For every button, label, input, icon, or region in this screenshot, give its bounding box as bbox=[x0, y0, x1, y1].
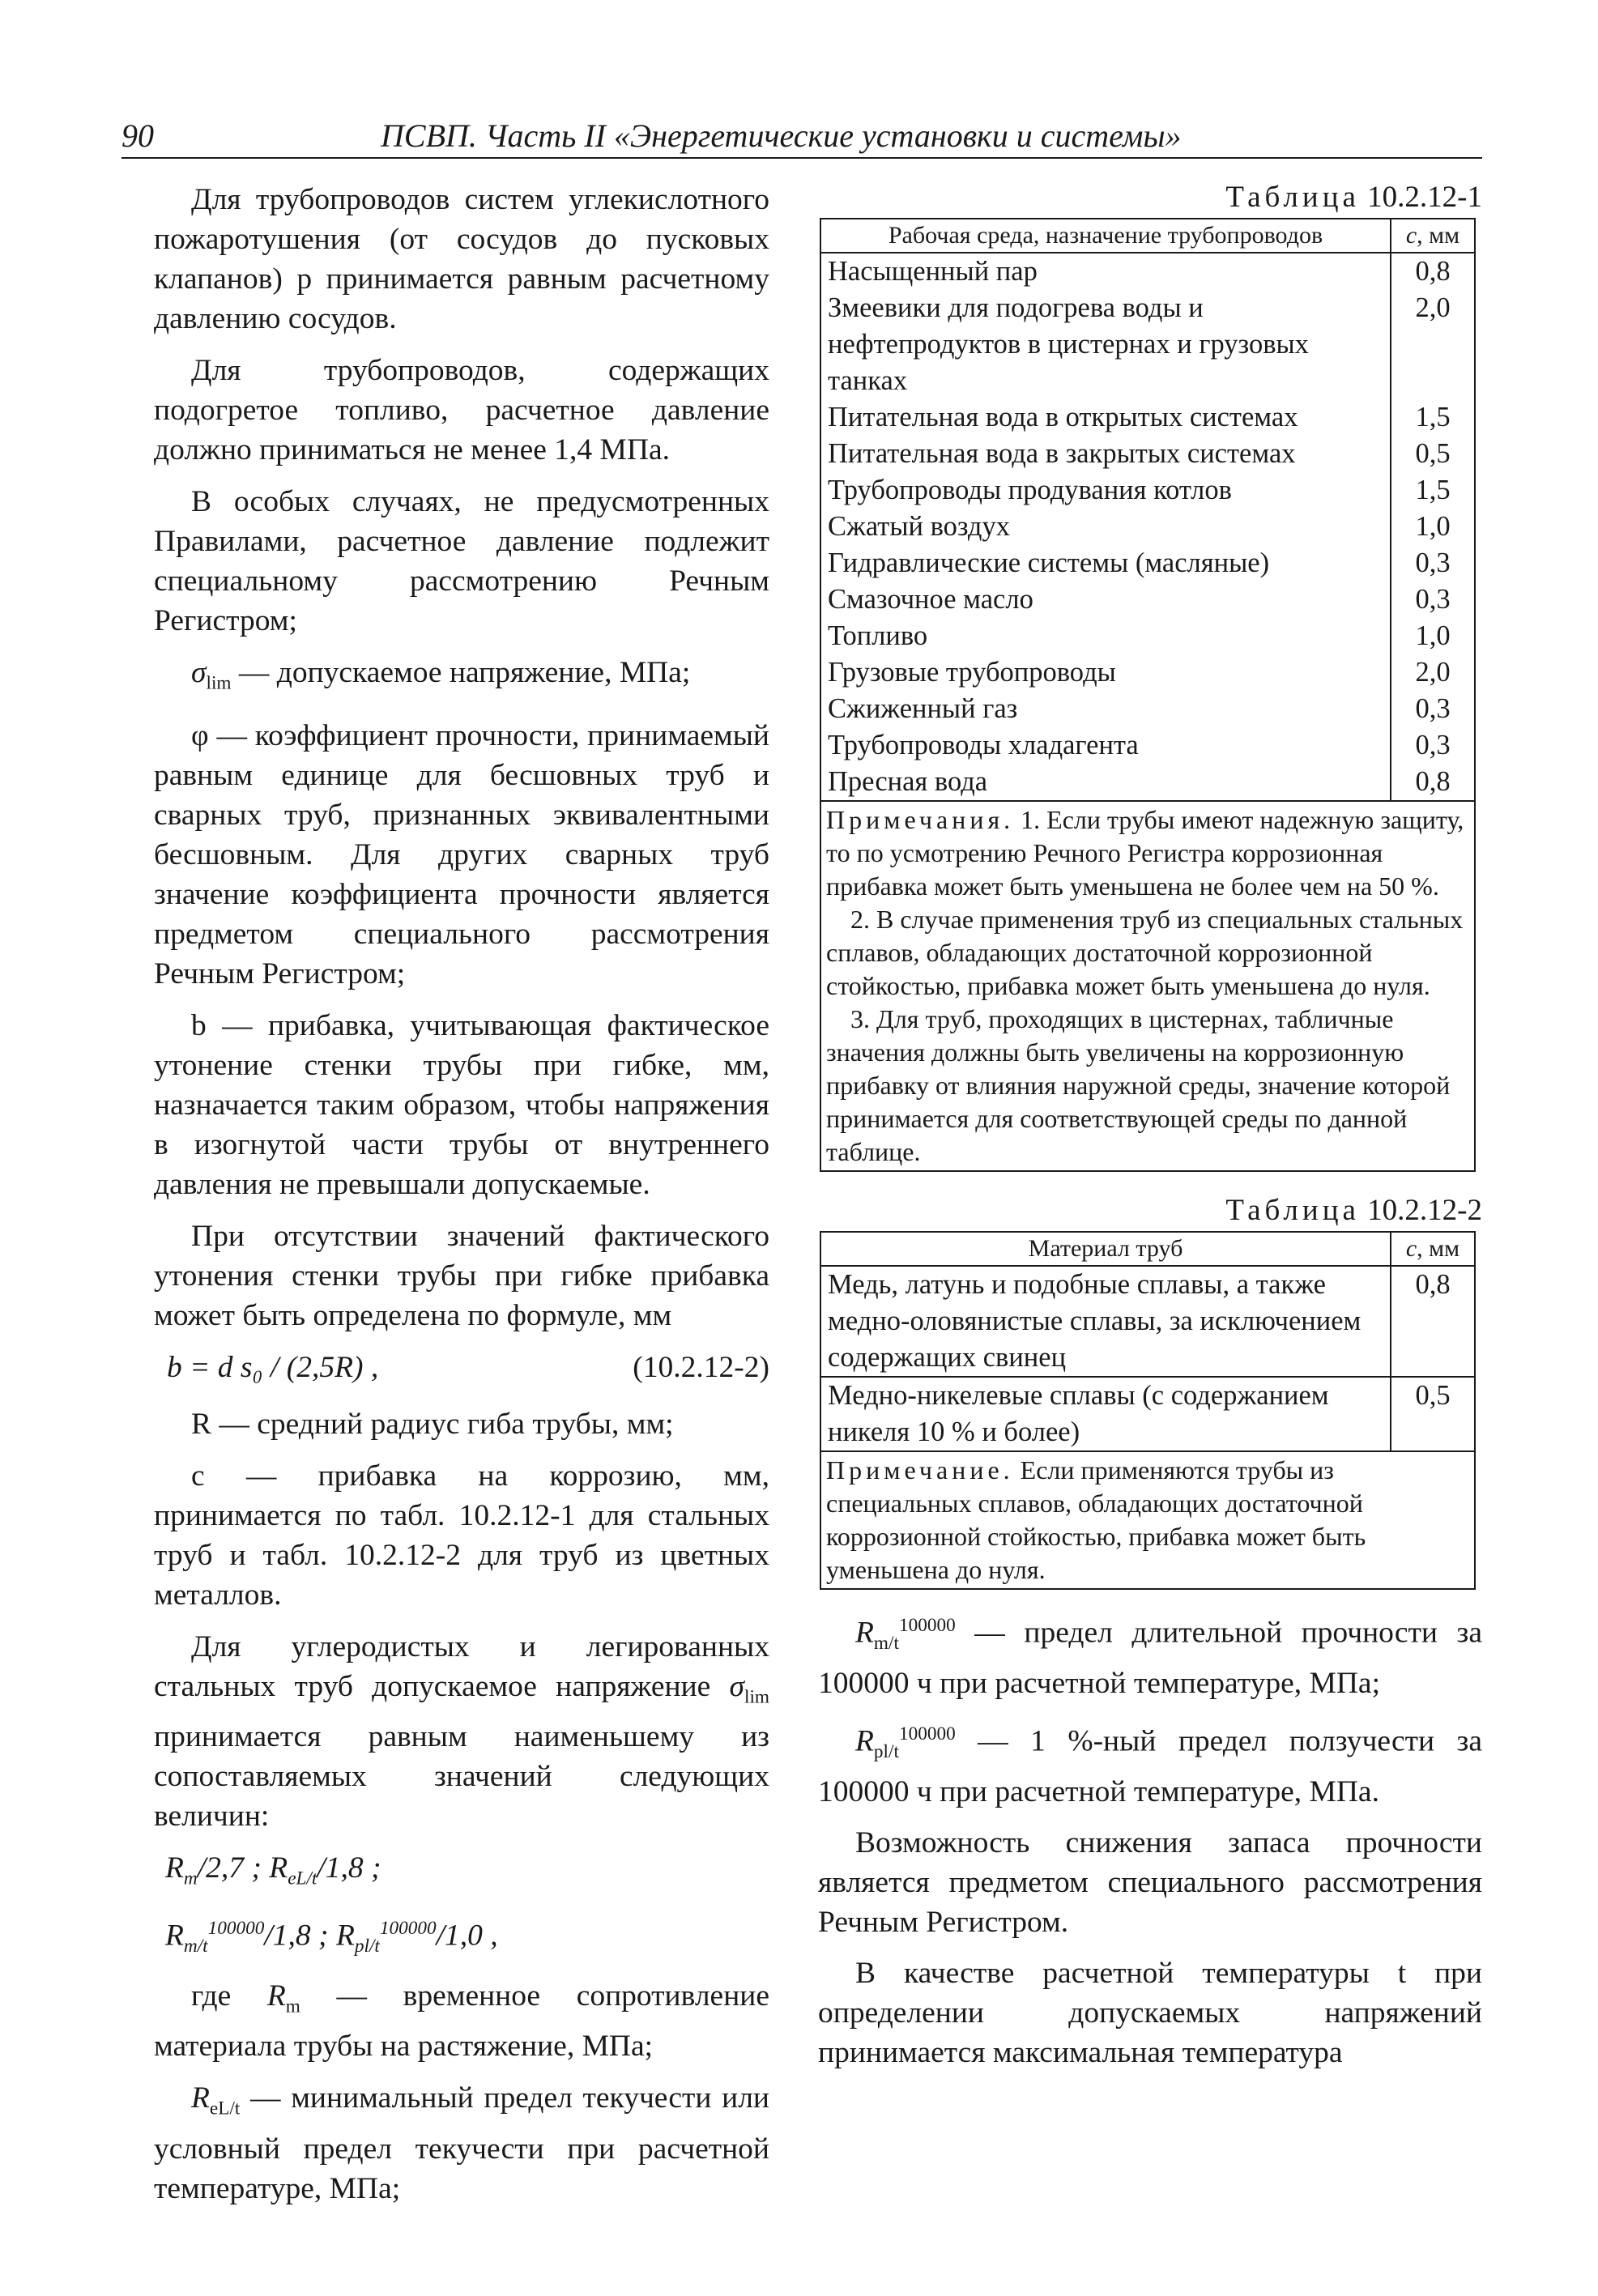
table-row bbox=[820, 654, 1475, 691]
table1-note-1-text: 1. Если трубы имеют надежную защиту, то по усмотрению Речного Регистра коррозионная прибавка может быть уменьшена не более чем на 50 %. bbox=[826, 805, 1464, 901]
formula-expression: b = d s₀ / (2,5R) , bbox=[167, 1350, 379, 1384]
definition-r: R — средний радиус гиба трубы, мм; bbox=[191, 1407, 674, 1441]
table-cell: 0,3 bbox=[1391, 691, 1475, 727]
table1-notes-row bbox=[820, 801, 1475, 1171]
left-column bbox=[154, 180, 769, 2221]
table-row bbox=[820, 545, 1475, 581]
definition-c: c — прибавка на коррозию, мм, принимается по табл. 10.2.12-1 для стальных труб и табл. 10.2.12-2 для труб из цветных металлов. bbox=[154, 1459, 769, 1612]
right-column bbox=[818, 180, 1482, 2084]
table1-note-3: 3. Для труб, проходящих в цистернах, табличные значения должны быть увеличены на коррозионную прибавку от влияния наружной среды, значение которой принимается для соответствующей среды по данной таблице. bbox=[826, 1004, 1451, 1166]
paragraph-allowable-stress: Для углеродистых и легированных стальных труб допускаемое напряжение $\sigma_{lim}$ принимается равным наименьшему из сопоставляемых значений следующих величин: bbox=[154, 1629, 769, 1833]
definition-b: b — прибавка, учитывающая фактическое утонение стенки трубы при гибке, мм, назначается таким образом, чтобы напряжения в изогнутой части трубы от внутреннего давления не превышали допускаемые. bbox=[154, 1008, 769, 1201]
definition-rel: $R_{eL/t}$ — минимальный предел текучести или условный предел текучести при расчетной температуре, МПа; bbox=[154, 2081, 769, 2205]
table1-header-medium: Рабочая среда, назначение трубопроводов bbox=[820, 219, 1391, 253]
table-cell: 1,5 bbox=[1391, 399, 1475, 436]
page-number: 90 bbox=[121, 117, 154, 154]
table1-notes bbox=[820, 801, 1475, 1171]
table-cell: 0,8 bbox=[1391, 764, 1475, 801]
table-row bbox=[820, 764, 1475, 801]
table-row bbox=[820, 509, 1475, 545]
table-cell: Трубопроводы продувания котлов bbox=[820, 472, 1391, 509]
table2-header-material: Материал труб bbox=[820, 1232, 1391, 1266]
table1-note-1 bbox=[826, 803, 1469, 903]
table-cell: Пресная вода bbox=[820, 764, 1391, 801]
page-header bbox=[121, 112, 1482, 159]
definition-sigma-text: — допускаемое напряжение, МПа; bbox=[231, 656, 691, 689]
table-row bbox=[820, 581, 1475, 618]
table2-note bbox=[820, 1451, 1475, 1589]
paragraph-design-temperature: В качестве расчетной температуры t при определении допускаемых напряжений принимается максимальная температура bbox=[818, 1957, 1482, 2069]
table-cell: 2,0 bbox=[1391, 290, 1475, 399]
table-cell: 1,5 bbox=[1391, 472, 1475, 509]
table-cell: Сжиженный газ bbox=[820, 691, 1391, 727]
table1-caption-word: Таблица bbox=[1225, 181, 1360, 214]
allowable-stress-text-b: принимается равным наименьшему из сопоставляемых значений следующих величин: bbox=[154, 1720, 769, 1833]
right-text bbox=[818, 1606, 1482, 2072]
table-cell: Сжатый воздух bbox=[820, 509, 1391, 545]
formula-number: (10.2.12-2) bbox=[633, 1350, 769, 1384]
table-cell: 0,3 bbox=[1391, 727, 1475, 764]
table-cell: Грузовые трубопроводы bbox=[820, 654, 1391, 691]
allowable-stress-text-a: Для углеродистых и легированных стальных труб допускаемое напряжение bbox=[154, 1629, 769, 1703]
paragraph-co2-pipelines: Для трубопроводов систем углекислотного пожаротушения (от сосудов до пусковых клапанов) p принимается равным расчетному давлению сосудов. bbox=[154, 183, 769, 335]
table-cell: Змеевики для подогрева воды и нефтепродуктов в цистернах и грузовых танках bbox=[820, 290, 1391, 399]
definition-rel-text: — минимальный предел текучести или условный предел текучести при расчетной температуре, МПа; bbox=[154, 2081, 769, 2205]
formula-ratios-2: $R_{m/t}^{100000}/1,8$ ; $R_{pl/t}^{100000}/1,0$ , bbox=[165, 1917, 498, 1957]
table-cell: 0,3 bbox=[1391, 581, 1475, 618]
table-cell: 0,8 bbox=[1391, 1266, 1475, 1377]
table-cell: Смазочное масло bbox=[820, 581, 1391, 618]
table-cell: Питательная вода в открытых системах bbox=[820, 399, 1391, 436]
table-corrosion-nonferrous bbox=[820, 1231, 1476, 1590]
table-cell: Насыщенный пар bbox=[820, 253, 1391, 290]
table-cell: 0,5 bbox=[1391, 1377, 1475, 1451]
paragraph-no-thinning-data: При отсутствии значений фактического утонения стенки трубы при гибке прибавка может быть определена по формуле, мм bbox=[154, 1219, 769, 1332]
definition-phi: φ — коэффициент прочности, принимаемый равным единице для бесшовных труб и сварных труб, признанных эквивалентными бесшовным. Для других сварных труб значение коэффициента прочности является предметом специального рассмотрения Речным Регистром; bbox=[154, 718, 769, 990]
table-cell: Медно-никелевые сплавы (с содержанием никеля 10 % и более) bbox=[820, 1377, 1391, 1451]
table2-caption-number: 10.2.12-2 bbox=[1367, 1194, 1482, 1227]
table2-notes-row bbox=[820, 1451, 1475, 1589]
paragraph-safety-margin: Возможность снижения запаса прочности является предметом специального рассмотрения Речным Регистром. bbox=[818, 1826, 1482, 1939]
table-cell: 0,3 bbox=[1391, 545, 1475, 581]
table-cell: Топливо bbox=[820, 618, 1391, 654]
table2-note-word: Примечание. bbox=[826, 1455, 1014, 1485]
table-cell: Медь, латунь и подобные сплавы, а также медно-оловянистые сплавы, за исключением содержащих свинец bbox=[820, 1266, 1391, 1377]
table-cell: 2,0 bbox=[1391, 654, 1475, 691]
table-cell: 0,8 bbox=[1391, 253, 1475, 290]
table-row bbox=[820, 1266, 1475, 1377]
table-row bbox=[820, 399, 1475, 436]
table-row bbox=[820, 472, 1475, 509]
table1-caption bbox=[818, 180, 1482, 215]
table1-note-word: Примечания. bbox=[826, 805, 1015, 834]
table1-caption-number: 10.2.12-1 bbox=[1367, 181, 1482, 214]
table-corrosion-steel bbox=[820, 218, 1476, 1172]
table-cell: 1,0 bbox=[1391, 509, 1475, 545]
paragraph-special-cases: В особых случаях, не предусмотренных Правилами, расчетное давление подлежит специальному рассмотрению Речным Регистром; bbox=[154, 485, 769, 637]
table2-header-c: c, мм bbox=[1391, 1232, 1475, 1266]
table1-note-2: 2. В случае применения труб из специальных стальных сплавов, обладающих достаточной коррозионной стойкостью, прибавка может быть уменьшена до нуля. bbox=[826, 905, 1464, 1000]
table2-caption bbox=[818, 1193, 1482, 1228]
definition-rpl100000: $R_{pl/t}^{100000}$ — 1 %-ный предел ползучести за 100000 ч при расчетной температуре, МПа. bbox=[818, 1723, 1482, 1808]
running-title: ПСВП. Часть II «Энергетические установки и системы» bbox=[381, 117, 1182, 154]
formula-b bbox=[154, 1348, 769, 1396]
table-row bbox=[820, 436, 1475, 472]
table-row bbox=[820, 290, 1475, 399]
table-row bbox=[820, 618, 1475, 654]
definition-rm100000: $R_{m/t}^{100000}$ — предел длительной прочности за 100000 ч при расчетной температуре, МПа; bbox=[818, 1615, 1482, 1700]
table-row bbox=[820, 691, 1475, 727]
table-cell: Гидравлические системы (масляные) bbox=[820, 545, 1391, 581]
definition-rm: где $R_m$ — временное сопротивление материала трубы на растяжение, МПа; bbox=[154, 1979, 769, 2063]
table2-note-text: Если применяются трубы из специальных сплавов, обладающих достаточной коррозионной стойкостью, прибавка может быть уменьшена до нуля. bbox=[826, 1455, 1366, 1584]
table-cell: Питательная вода в закрытых системах bbox=[820, 436, 1391, 472]
table1-header-c: c, мм bbox=[1391, 219, 1475, 253]
table-cell: 1,0 bbox=[1391, 618, 1475, 654]
table-row bbox=[820, 253, 1475, 290]
table-row bbox=[820, 727, 1475, 764]
table-cell: 0,5 bbox=[1391, 436, 1475, 472]
table-row bbox=[820, 1377, 1475, 1451]
definition-rm-text: — временное сопротивление материала трубы на растяжение, МПа; bbox=[154, 1979, 769, 2063]
table-cell: Трубопроводы хладагента bbox=[820, 727, 1391, 764]
definition-rpl100000-text: — 1 %-ный предел ползучести за 100000 ч при расчетной температуре, МПа. bbox=[818, 1724, 1482, 1808]
table2-caption-word: Таблица bbox=[1225, 1194, 1360, 1227]
formula-ratios-1: $R_m/2,7$ ; $R_{eL/t}/1,8$ ; bbox=[165, 1851, 381, 1889]
definition-rm100000-text: — предел длительной прочности за 100000 ч при расчетной температуре, МПа; bbox=[818, 1616, 1482, 1700]
paragraph-heated-fuel: Для трубопроводов, содержащих подогретое топливо, расчетное давление должно приниматься не менее 1,4 МПа. bbox=[154, 354, 769, 466]
definition-sigma: $\sigma_{lim}$ — допускаемое напряжение, МПа; bbox=[191, 656, 691, 694]
